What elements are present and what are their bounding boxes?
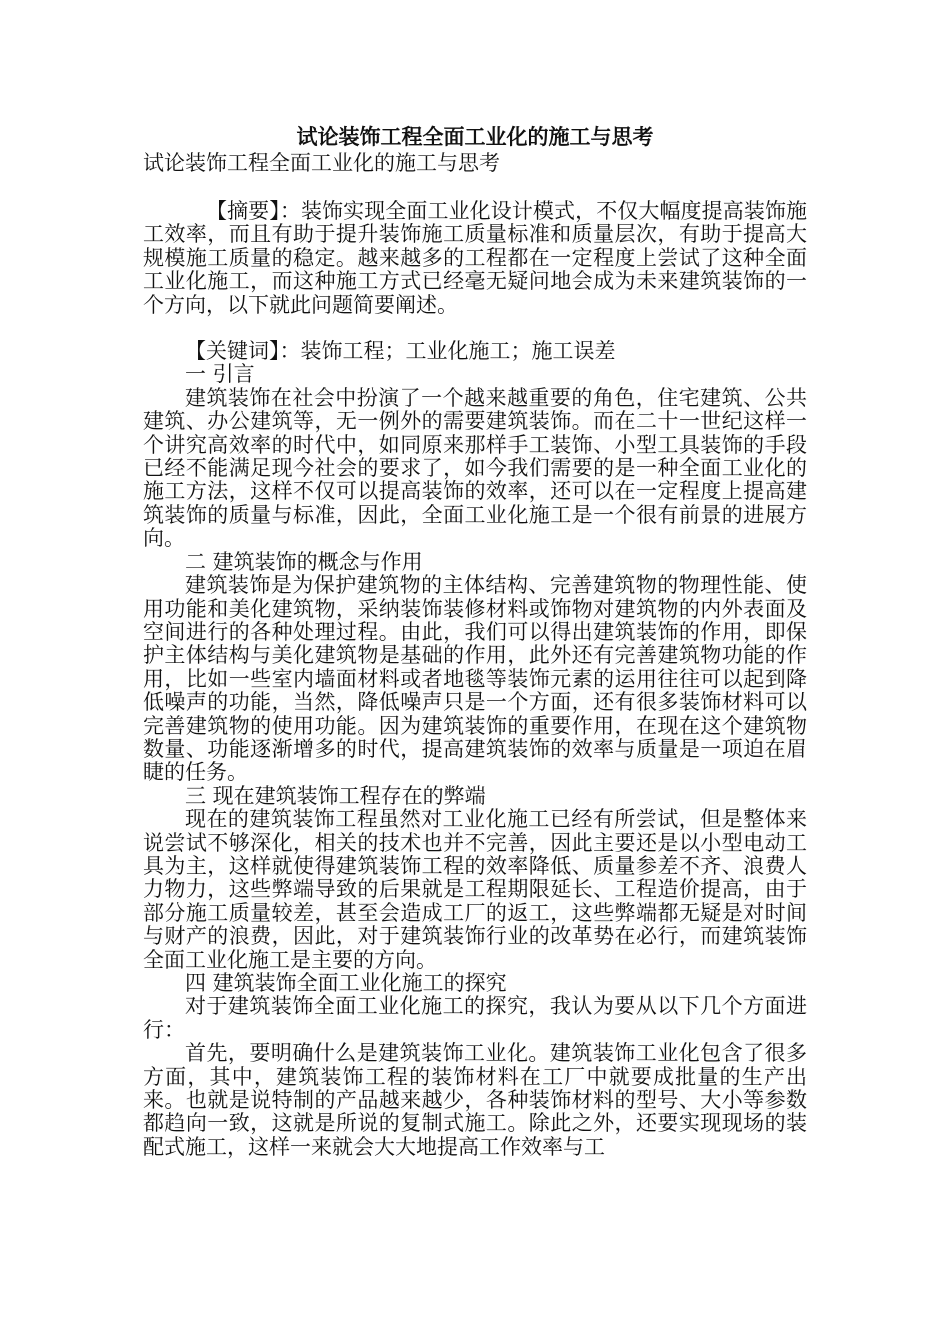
section-heading-drawbacks: 三 现在建筑装饰工程存在的弊端 xyxy=(185,783,486,808)
section-heading-introduction: 一 引言 xyxy=(185,362,255,387)
document-title: 试论装饰工程全面工业化的施工与思考 xyxy=(296,124,654,149)
section-heading-concept: 二 建筑装饰的概念与作用 xyxy=(185,549,423,574)
document-body xyxy=(143,200,807,1159)
section-paragraph: 首先，要明确什么是建筑装饰工业化。建筑装饰工业化包含了很多方面，其中，建筑装饰工程的装饰材料在工厂中就要成批量的生产出来。也就是说特制的产品越来越少，各种装饰材料的型号、大小等参数都趋向一致，这就是所说的复制式施工。除此之外，还要实现现场的装配式施工，这样一来就会大大地提高工作效率与工 xyxy=(143,1041,807,1159)
section-paragraph: 现在的建筑装饰工程虽然对工业化施工已经有所尝试，但是整体来说尝试不够深化，相关的技术也并不完善，因此主要还是以小型电动工具为主，这样就使得建筑装饰工程的效率降低、质量参差不齐、浪费人力物力，这些弊端导致的后果就是工程期限延长、工程造价提高，由于部分施工质量较差，甚至会造成工厂的返工，这些弊端都无疑是对时间与财产的浪费，因此，对于建筑装饰行业的改革势在必行，而建筑装饰全面工业化施工是主要的方向。 xyxy=(143,807,807,972)
section-paragraph: 对于建筑装饰全面工业化施工的探究，我认为要从以下几个方面进行： xyxy=(143,994,807,1042)
document-subtitle: 试论装饰工程全面工业化的施工与思考 xyxy=(143,151,500,175)
section-heading-exploration: 四 建筑装饰全面工业化施工的探究 xyxy=(185,971,507,995)
section-paragraph: 建筑装饰是为保护建筑物的主体结构、完善建筑物的物理性能、使用功能和美化建筑物，采纳装饰装修材料或饰物对建筑物的内外表面及空间进行的各种处理过程。由此，我们可以得出建筑装饰的作用，即保护主体结构与美化建筑物是基础的作用，此外还有完善建筑物功能的作用，比如一些室内墙面材料或者地毯等装饰元素的运用往往可以起到降低噪声的功能，当然，降低噪声只是一个方面，还有很多装饰材料可以完善建筑物的使用功能。因为建筑装饰的重要作用，在现在这个建筑物数量、功能逐渐增多的时代，提高建筑装饰的效率与质量是一项迫在眉睫的任务。 xyxy=(143,573,807,785)
keywords-line: 【关键词】：装饰工程；工业化施工；施工误差 xyxy=(185,339,616,364)
abstract-paragraph: 【摘要】：装饰实现全面工业化设计模式，不仅大幅度提高装饰施工效率，而且有助于提升装饰施工质量标准和质量层次，有助于提高大规模施工质量的稳定。越来越多的工程都在一定程度上尝试了这种全面工业化施工，而这种施工方式已经毫无疑问地会成为未来建筑装饰的一个方向，以下就此问题简要阐述。 xyxy=(143,199,807,317)
spacer xyxy=(143,317,807,340)
section-paragraph: 建筑装饰在社会中扮演了一个越来越重要的角色，住宅建筑、公共建筑、办公建筑等，无一例外的需要建筑装饰。而在二十一世纪这样一个讲究高效率的时代中，如同原来那样手工装饰、小型工具装饰的手段已经不能满足现今社会的要求了，如今我们需要的是一种全面工业化的施工方法，这样不仅可以提高装饰的效率，还可以在一定程度上提高建筑装饰的质量与标准，因此，全面工业化施工是一个很有前景的进展方向。 xyxy=(143,385,807,551)
